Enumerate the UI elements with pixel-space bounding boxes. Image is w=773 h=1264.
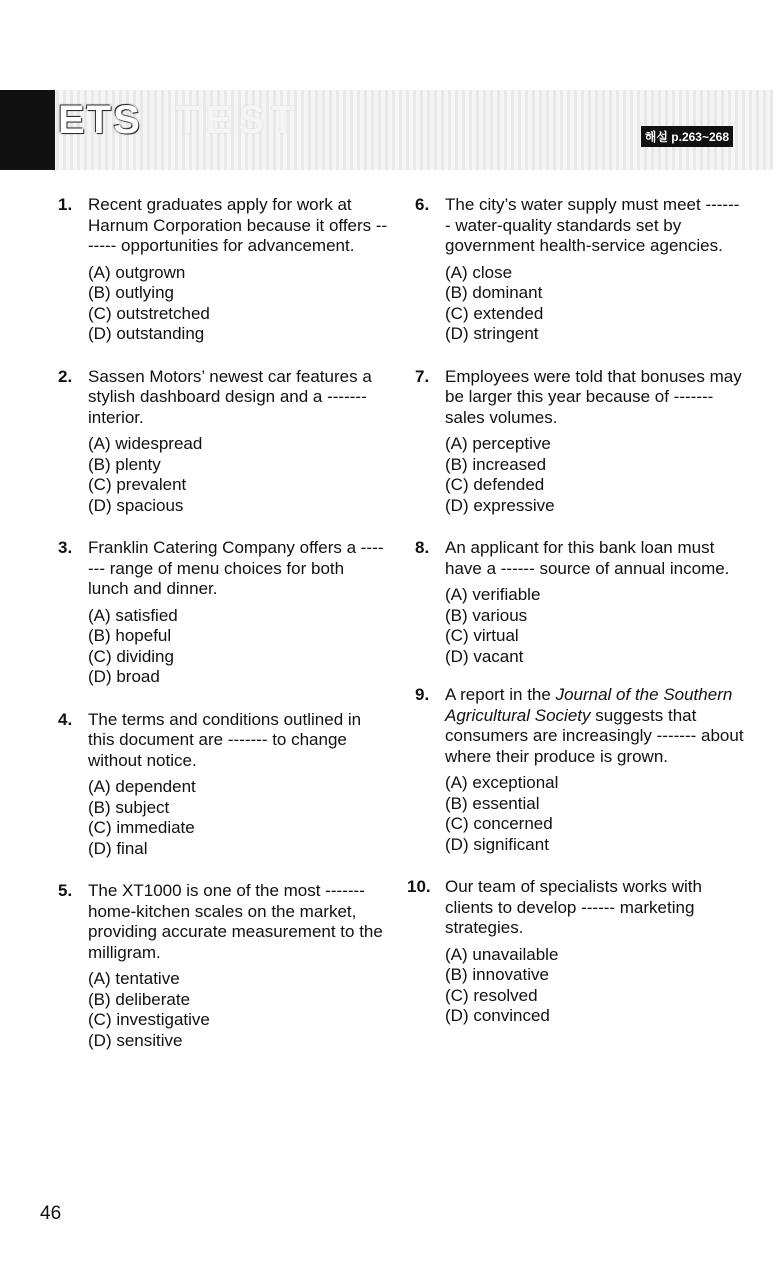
option-c[interactable]: (C) prevalent: [88, 475, 187, 494]
question-stem: The city’s water supply must meet ------- water-quality standards set by government health-service agencies.: [445, 195, 740, 255]
question-stem: The terms and conditions outlined in this document are ------- to change without notice.: [88, 709, 362, 770]
page-number: 46: [40, 1203, 62, 1224]
option-d[interactable]: (D) broad: [88, 667, 160, 686]
option-d[interactable]: (D) convinced: [445, 1006, 550, 1025]
option-d[interactable]: (D) expressive: [445, 495, 555, 515]
option-c[interactable]: (C) concerned: [445, 814, 553, 833]
section-banner: [0, 90, 773, 170]
option-d[interactable]: (D) final: [88, 838, 148, 858]
option-b[interactable]: (B) subject: [88, 797, 170, 817]
option-d[interactable]: (D) significant: [445, 834, 549, 854]
question-number: 6.: [415, 195, 430, 214]
option-c[interactable]: (C) extended: [445, 303, 544, 323]
question-3: [58, 538, 388, 688]
question-stem: Franklin Catering Company offers a ------- range of menu choices for both lunch and dinner.: [88, 538, 384, 598]
question-stem: The XT1000 is one of the most ------- home-kitchen scales on the market, providing accurate measurement to the milligram.: [88, 881, 383, 962]
option-c[interactable]: (C) investigative: [88, 1010, 210, 1029]
option-a[interactable]: (A) perceptive: [445, 434, 551, 453]
option-b[interactable]: (B) increased: [445, 454, 547, 474]
option-b[interactable]: (B) deliberate: [88, 989, 191, 1009]
option-b[interactable]: (B) various: [445, 605, 528, 625]
question-6: [415, 195, 745, 345]
question-number: 3.: [58, 538, 73, 557]
banner-title-ets: ETS: [58, 98, 142, 142]
answer-reference: 해설 p.263~268: [641, 126, 733, 147]
stem-text: suggests that consumers are increasingly ------- about where their produce is grown.: [445, 705, 744, 766]
option-c[interactable]: (C) resolved: [445, 985, 538, 1005]
option-c[interactable]: (C) virtual: [445, 626, 519, 645]
right-column: [407, 195, 745, 1027]
option-c[interactable]: (C) dividing: [88, 646, 174, 666]
question-10: [407, 877, 745, 1027]
question-number: 10.: [407, 877, 431, 896]
question-4: [58, 710, 388, 860]
question-stem: [445, 685, 745, 767]
question-7: [415, 367, 745, 517]
banner-block: [0, 90, 55, 170]
question-stem: Employees were told that bonuses may be larger this year because of ------- sales volumes.: [445, 366, 742, 427]
option-a[interactable]: (A) exceptional: [445, 773, 559, 792]
option-b[interactable]: (B) dominant: [445, 283, 543, 302]
option-c[interactable]: (C) defended: [445, 475, 545, 494]
question-stem: Our team of specialists works with clients to develop ------ marketing strategies.: [445, 877, 702, 937]
question-number: 5.: [58, 881, 73, 900]
option-c[interactable]: (C) outstretched: [88, 303, 210, 323]
option-d[interactable]: (D) stringent: [445, 324, 539, 343]
question-number: 8.: [415, 538, 430, 557]
question-2: [58, 367, 388, 517]
option-a[interactable]: (A) widespread: [88, 434, 203, 453]
option-a[interactable]: (A) close: [445, 262, 513, 282]
option-a[interactable]: (A) tentative: [88, 969, 180, 988]
option-d[interactable]: (D) sensitive: [88, 1030, 183, 1050]
question-9: [415, 685, 745, 855]
option-a[interactable]: (A) satisfied: [88, 605, 178, 625]
question-5: [58, 881, 388, 1051]
question-1: [58, 195, 388, 345]
question-stem: Recent graduates apply for work at Harnum Corporation because it offers ------- opportunities for advancement.: [88, 195, 388, 255]
option-d[interactable]: (D) vacant: [445, 646, 524, 666]
question-stem: Sassen Motors’ newest car features a stylish dashboard design and a ------- interior.: [88, 366, 372, 427]
option-a[interactable]: (A) unavailable: [445, 944, 559, 964]
question-number: 7.: [415, 366, 430, 386]
journal-title: Journal of the Southern Agricultural Society: [445, 685, 733, 725]
option-b[interactable]: (B) innovative: [445, 965, 549, 984]
option-b[interactable]: (B) hopeful: [88, 626, 172, 645]
option-a[interactable]: (A) dependent: [88, 777, 196, 796]
question-number: 4.: [58, 709, 73, 729]
option-a[interactable]: (A) outgrown: [88, 262, 186, 282]
option-c[interactable]: (C) immediate: [88, 818, 195, 837]
option-d[interactable]: (D) spacious: [88, 495, 184, 515]
banner-title-test: TEST: [175, 98, 302, 142]
stem-text: A report in the: [445, 685, 556, 704]
question-number: 9.: [415, 685, 430, 704]
question-8: [415, 538, 745, 667]
option-d[interactable]: (D) outstanding: [88, 324, 205, 343]
option-b[interactable]: (B) plenty: [88, 454, 161, 474]
question-number: 1.: [58, 195, 73, 214]
option-b[interactable]: (B) essential: [445, 793, 540, 813]
left-column: [58, 195, 388, 1051]
option-b[interactable]: (B) outlying: [88, 283, 174, 302]
question-stem: An applicant for this bank loan must have a ------ source of annual income.: [445, 538, 730, 578]
question-number: 2.: [58, 366, 73, 386]
option-a[interactable]: (A) verifiable: [445, 585, 541, 604]
